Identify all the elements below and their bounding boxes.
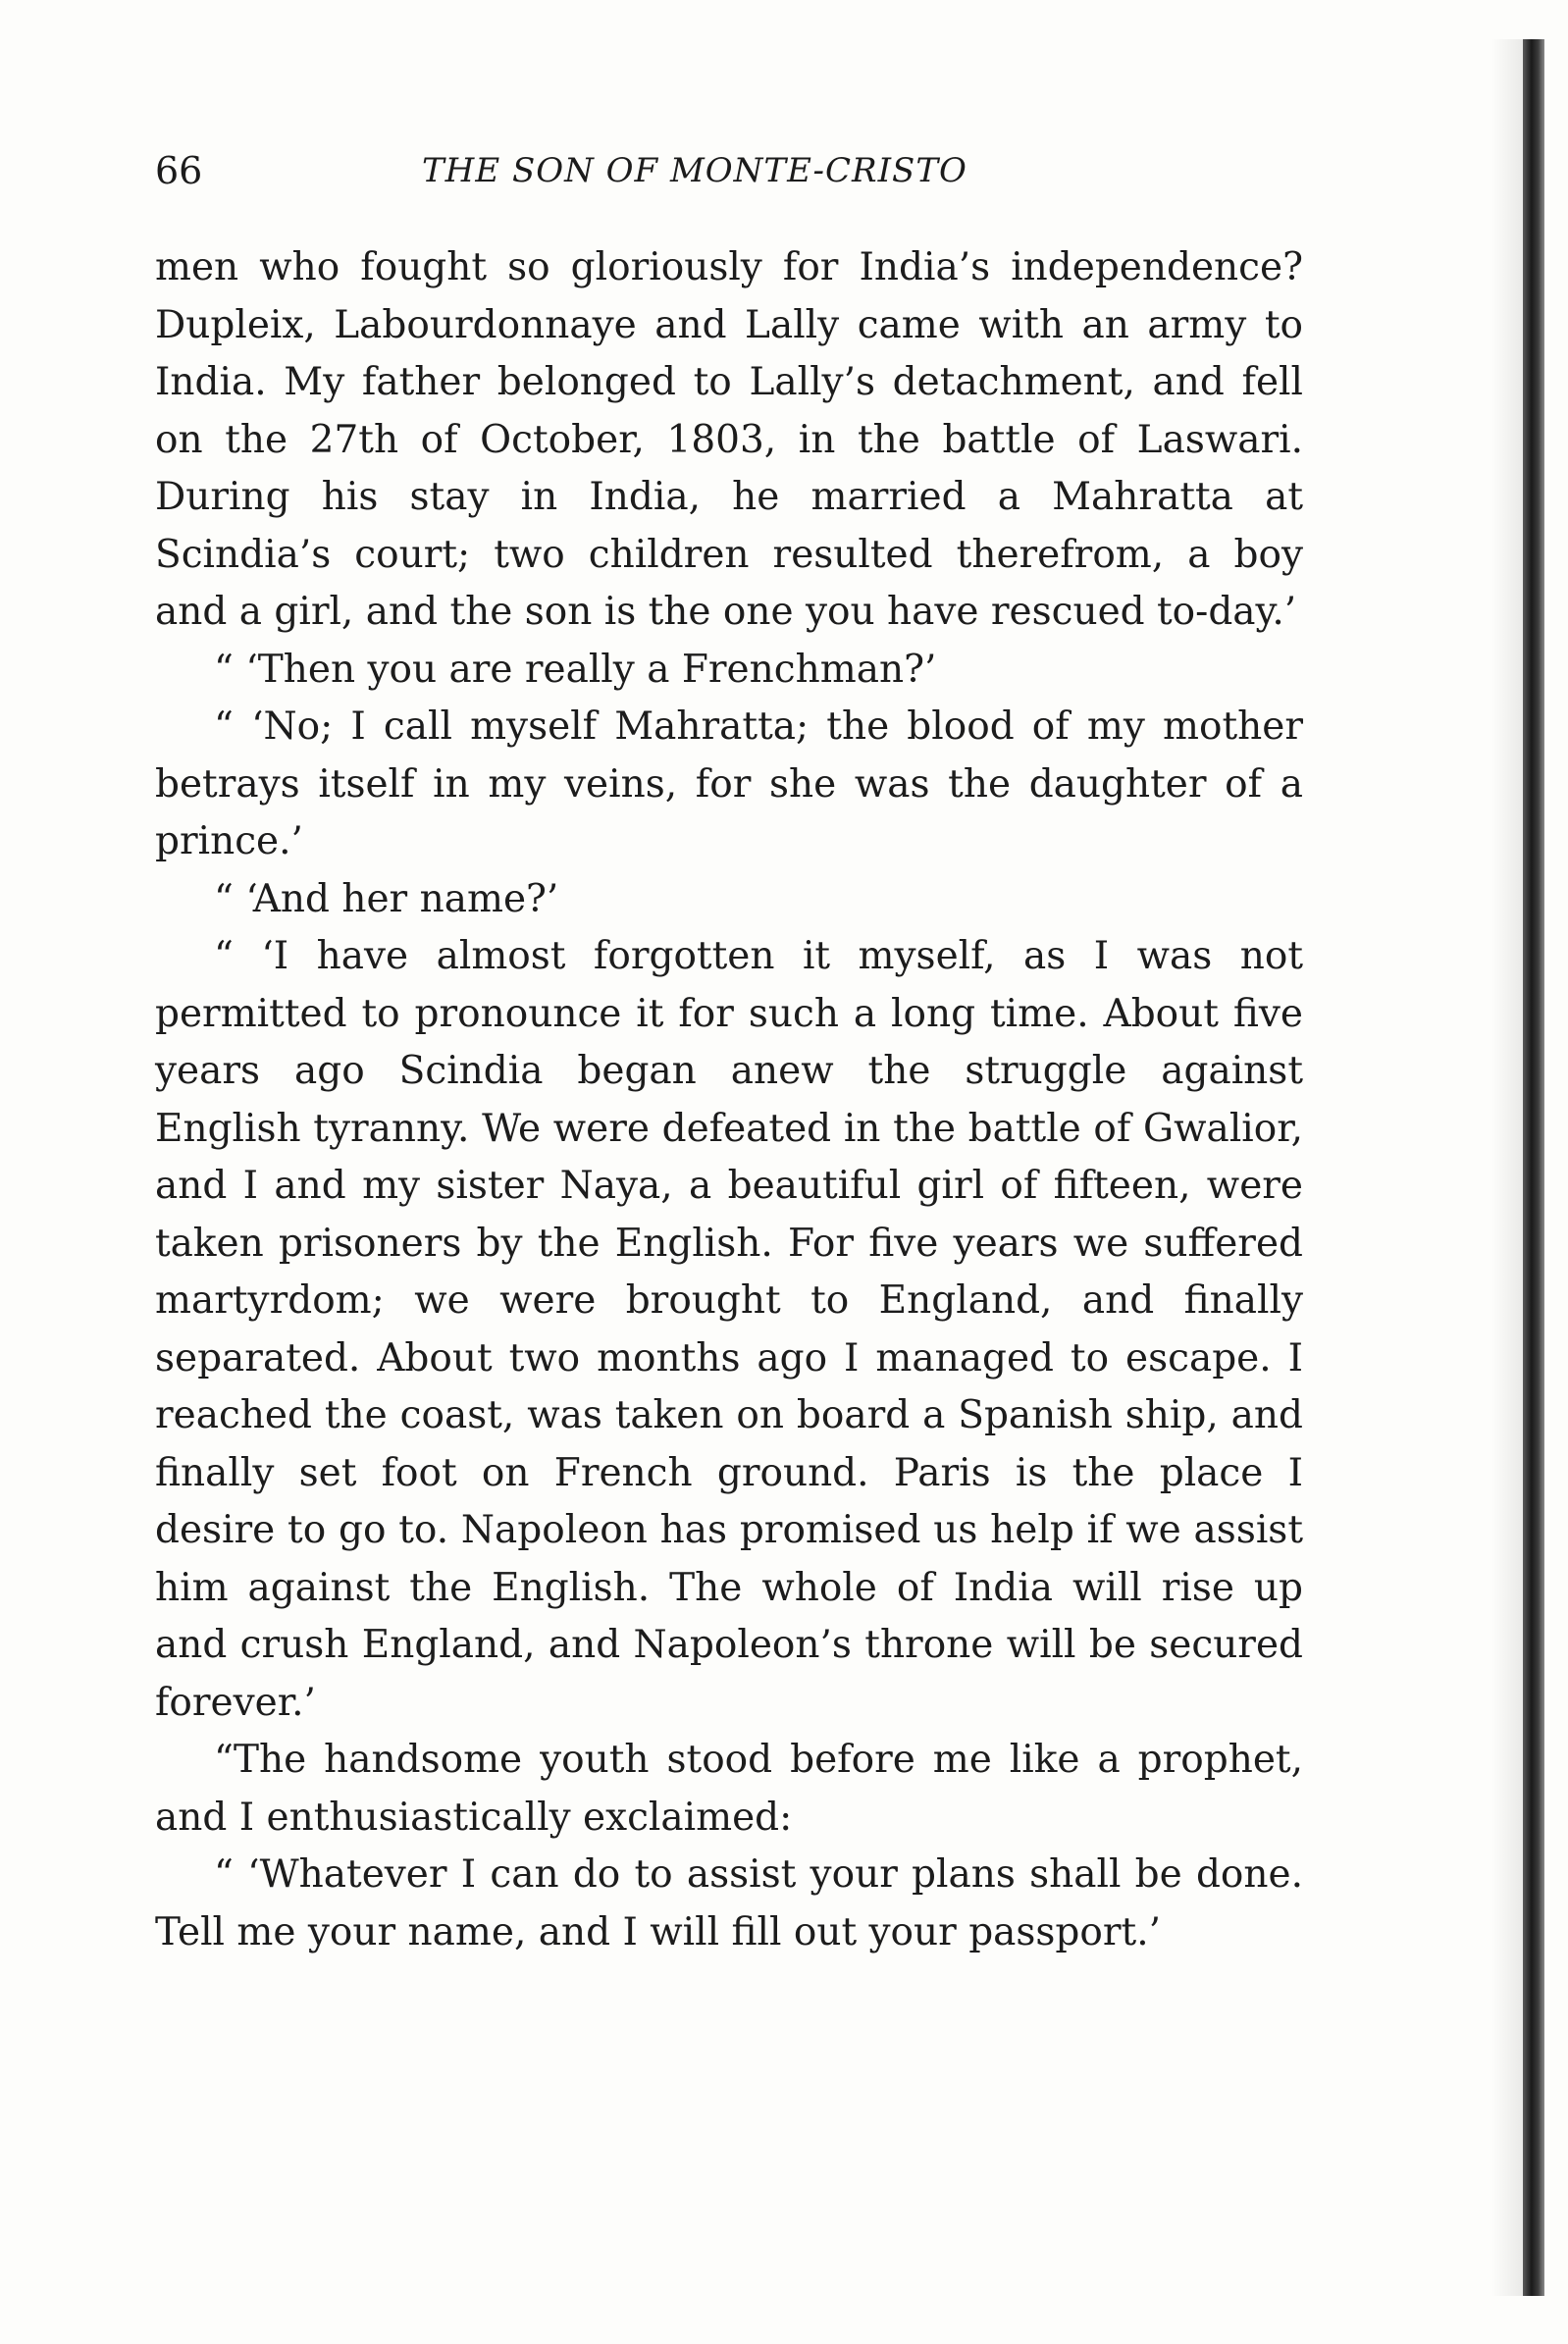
paragraph: “ ‘I have almost forgotten it myself, as I was not permitted to pronounce it for such a long time. About five years ago Scindia began anew the struggle against English tyranny. We were defeated in the battle of Gwalior, and I and my sister Naya, a beautiful girl of fifteen, were taken prisoners by the English. For five years we suffered martyrdom; we were brought to England, and finally separated. About two months ago I managed to escape. I reached the coast, was taken on board a Spanish ship, and finally set foot on French ground. Paris is the place I desire to go to. Napoleon has promised us help if we assist him against the English. The whole of India will rise up and crush England, and Napoleon’s throne will be secured forever.’	[155, 934, 1303, 1725]
running-head: THE SON OF MONTE-CRISTO	[422, 151, 967, 190]
paragraph: “The handsome youth stood before me like a prophet, and I enthusiastically exclaimed:	[155, 1738, 1303, 1840]
binding-edge	[1523, 39, 1544, 2296]
page-number: 66	[155, 149, 203, 192]
body-text	[155, 239, 1303, 1961]
paragraph: “ ‘And her name?’	[214, 876, 559, 921]
paragraph: “ ‘No; I call myself Mahratta; the blood of my mother betrays itself in my veins, for she was the daughter of a prince.’	[155, 704, 1303, 863]
paragraph-continuation: men who fought so gloriously for India’s independence? Dupleix, Labourdonnaye and Lally came with an army to India. My father belonged to Lally’s detachment, and fell on the 27th of October, 1803, in the battle of Laswari. During his stay in India, he married a Mahratta at Scindia’s court; two children resulted therefrom, a boy and a girl, and the son is the one you have rescued to-day.’	[155, 245, 1303, 634]
page-header	[155, 149, 1303, 208]
paragraph: “ ‘Then you are really a Frenchman?’	[214, 647, 937, 692]
paragraph: “ ‘Whatever I can do to assist your plans shall be done. Tell me your name, and I will fill out your passport.’	[155, 1852, 1303, 1954]
page-edge-shadow	[1491, 39, 1523, 2296]
